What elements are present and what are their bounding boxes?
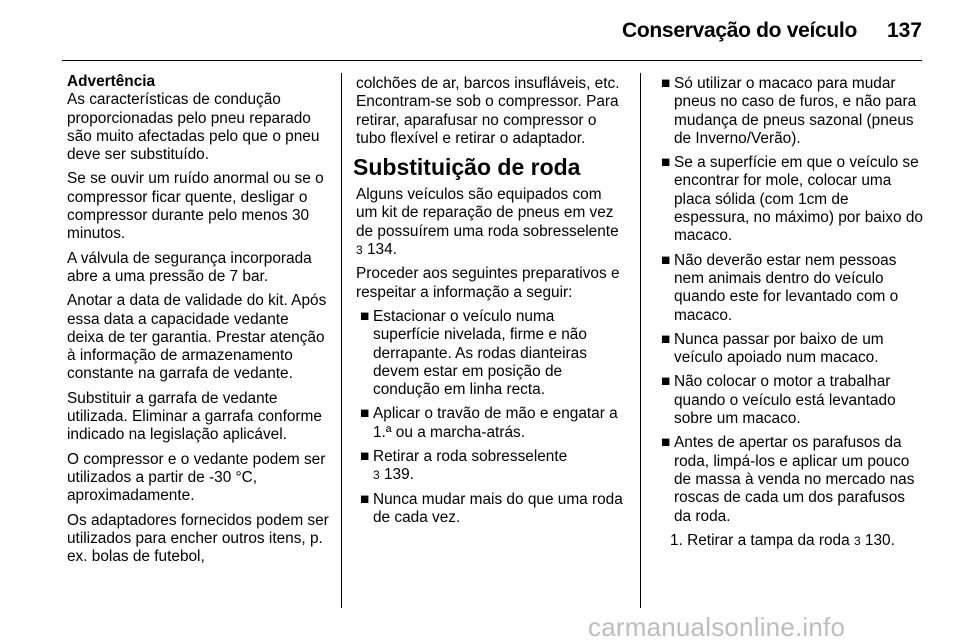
bullet-icon: ■ <box>661 330 671 348</box>
bullet-list <box>657 75 925 526</box>
list-item-text: Estacionar o veículo numa superfície nivelada, firme e não derrapante. As rodas dianteiras devem estar em posição de condução em linha recta. <box>373 307 587 399</box>
list-item <box>356 448 624 485</box>
list-item-text: Retirar a roda sobresselente <box>373 448 568 466</box>
column-3 <box>657 75 925 550</box>
page-ref[interactable]: 130. <box>864 531 895 549</box>
watermark: carmanualsonline.info <box>588 612 846 642</box>
bullet-icon: ■ <box>661 154 671 172</box>
bullet-icon: ■ <box>661 434 671 452</box>
numbered-step <box>657 532 925 550</box>
paragraph <box>356 186 624 259</box>
list-item <box>657 434 925 525</box>
list-item-text: Nunca passar por baixo de um veículo apoiado num macaco. <box>674 330 884 367</box>
paragraph: A válvula de segurança incorporada abre a uma pressão de 7 bar. <box>67 249 312 285</box>
page-ref-arrow-icon: 3 <box>853 533 861 548</box>
page-ref[interactable]: 134. <box>366 241 397 259</box>
bullet-icon: ■ <box>360 307 370 325</box>
list-item <box>356 308 624 399</box>
paragraph: Anotar a data de validade do kit. Após essa data a capacidade vedante deixa de ter garantia. Prestar atenção à informação de armazenamento constante na garrafa de vedante. <box>67 292 327 383</box>
page-ref-arrow-icon: 3 <box>356 243 363 258</box>
list-item <box>356 405 624 442</box>
list-item-text: Não deverão estar nem pessoas nem animais dentro do veículo quando este for levantado com o macaco. <box>674 251 899 324</box>
column-2 <box>353 75 624 533</box>
step-text: Retirar a tampa da roda <box>687 531 850 549</box>
page-ref[interactable]: 139. <box>383 466 414 484</box>
list-item-text: Antes de apertar os parafusos da roda, limpá-los e aplicar um pouco de massa à venda no mercado nas roscas de cada um dos parafusos da roda. <box>674 434 915 525</box>
bullet-icon: ■ <box>360 405 370 423</box>
section-title: Substituição de roda <box>353 154 581 181</box>
column-divider-2 <box>640 73 641 608</box>
list-item-text: Não colocar o motor a trabalhar quando o veículo está levantado sobre um macaco. <box>674 373 896 428</box>
intro-text: Alguns veículos são equipados com um kit de reparação de pneus em vez de possuírem uma roda sobresselente <box>356 186 619 240</box>
paragraph: O compressor e o vedante podem ser utilizados a partir de -30 °C, aproximadamente. <box>67 450 326 505</box>
paragraph: colchões de ar, barcos insufláveis, etc. Encontram-se sob o compressor. Para retirar, aparafusar no compressor o tubo flexível e retirar o adaptador. <box>356 75 620 147</box>
page-title: Conservação do veículo <box>622 19 857 42</box>
list-item-text: Se a superfície em que o veículo se encontrar for mole, colocar uma placa sólida (com 1cm de espessura, no máximo) por baixo do macaco. <box>674 154 923 245</box>
warning-title: Advertência <box>67 73 156 90</box>
list-item <box>657 331 925 368</box>
page-number: 137 <box>886 19 922 42</box>
list-item-text: Nunca mudar mais do que uma roda de cada vez. <box>373 490 623 526</box>
bullet-icon: ■ <box>661 373 671 391</box>
paragraph: Os adaptadores fornecidos podem ser utilizados para encher outros itens, p. ex. bolas de futebol, <box>67 511 329 566</box>
page-header <box>0 0 960 62</box>
bullet-icon: ■ <box>360 490 370 508</box>
paragraph: As características de condução proporcionadas pelo pneu reparado são muito afectadas pelo que o pneu deve ser substituído. <box>67 91 320 164</box>
column-1 <box>67 73 329 572</box>
bullet-list <box>356 308 624 527</box>
list-item <box>657 154 925 245</box>
paragraph: Substituir a garrafa de vedante utilizada. Eliminar a garrafa conforme indicado na legislação aplicável. <box>67 389 322 444</box>
list-item <box>657 75 925 148</box>
step-number: 1. <box>670 531 683 549</box>
list-item <box>657 252 925 325</box>
bullet-icon: ■ <box>661 251 671 269</box>
bullet-icon: ■ <box>661 75 671 92</box>
paragraph: Se se ouvir um ruído anormal ou se o compressor ficar quente, desligar o compressor durante pelo menos 30 minutos. <box>67 170 324 243</box>
list-item-text: Só utilizar o macaco para mudar pneus no caso de furos, e não para mudança de pneus sazonal (pneus de Inverno/Verão). <box>674 75 917 147</box>
list-item-text: Aplicar o travão de mão e engatar a 1.ª ou a marcha-atrás. <box>373 405 618 441</box>
column-divider-1 <box>341 73 342 608</box>
list-item <box>657 373 925 428</box>
paragraph: Proceder aos seguintes preparativos e respeitar a informação a seguir: <box>356 265 620 301</box>
list-item <box>356 491 624 528</box>
page-ref-arrow-icon: 3 <box>373 468 380 483</box>
header-rule <box>62 60 922 61</box>
bullet-icon: ■ <box>360 448 370 466</box>
